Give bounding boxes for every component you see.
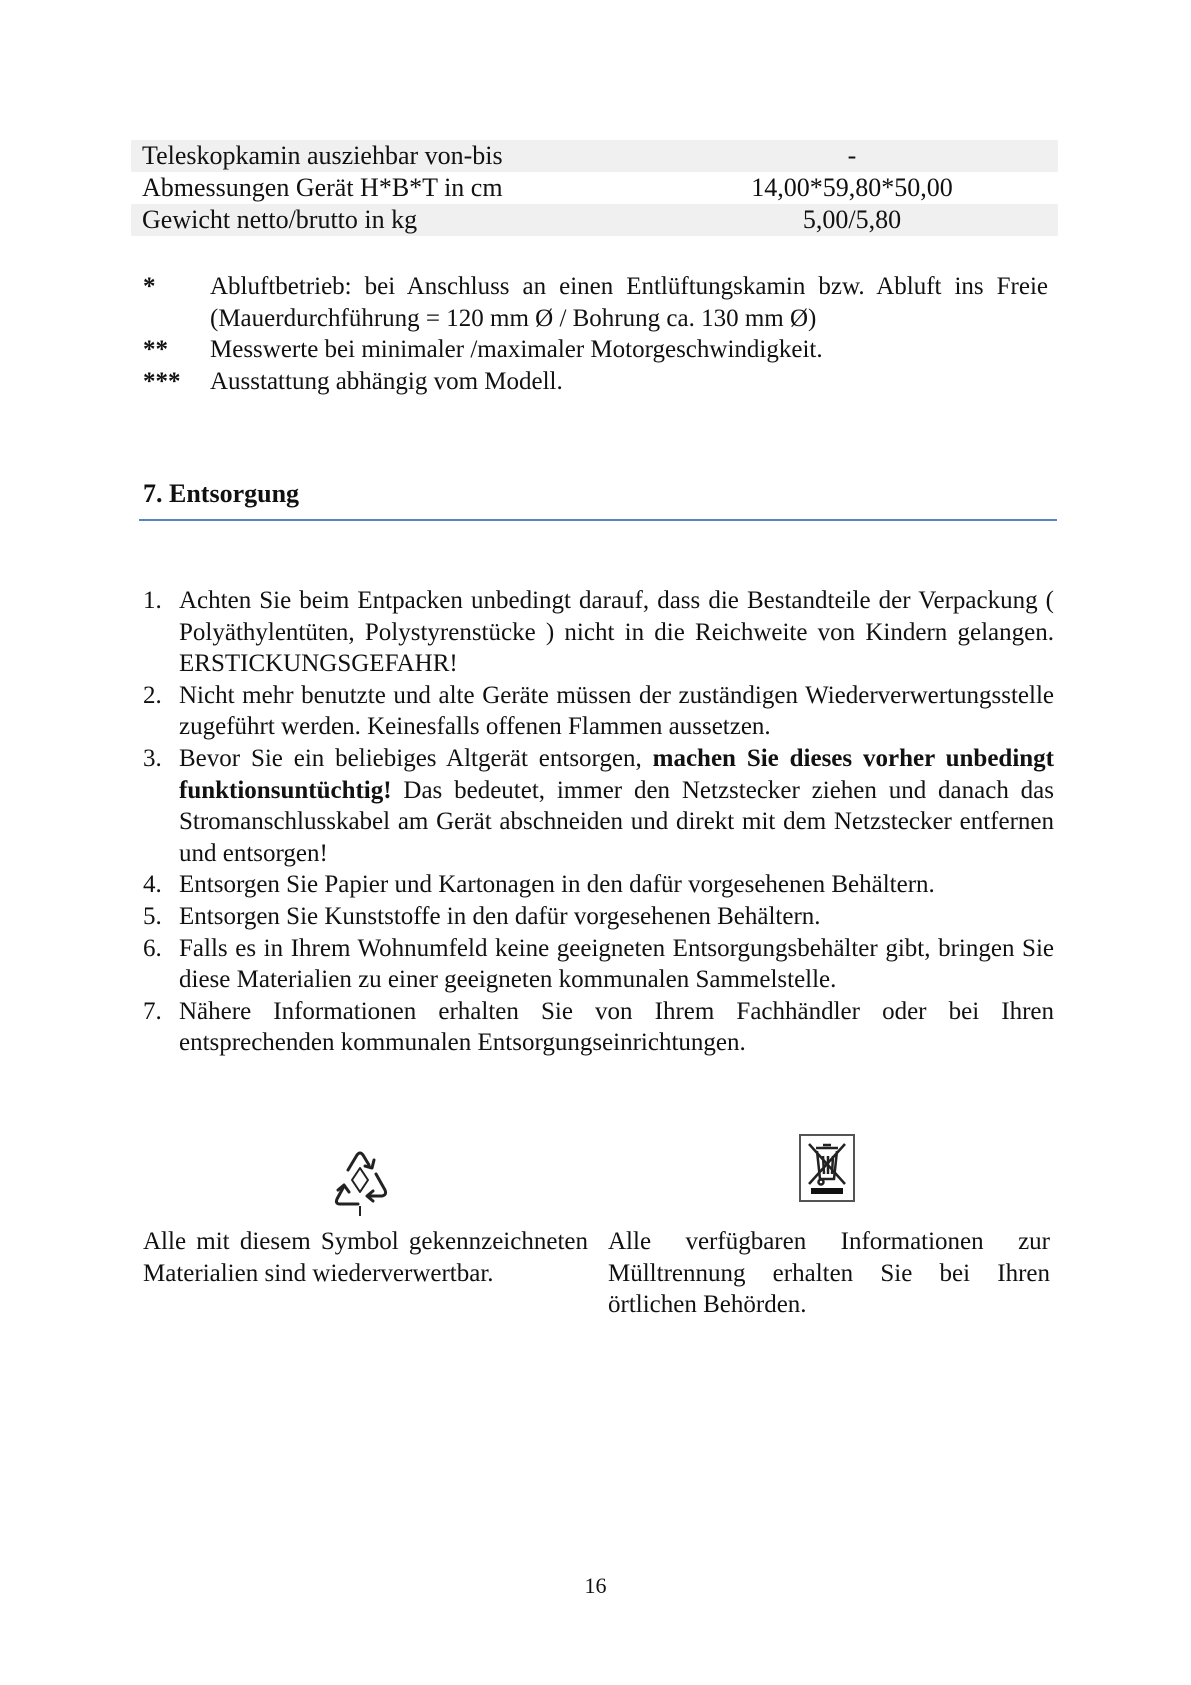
spec-value: 5,00/5,80 [646, 204, 1058, 236]
step-number: 2. [143, 681, 162, 709]
footnote-mark: ** [143, 336, 168, 363]
footnote-mark: *** [143, 367, 181, 395]
spec-label: Abmessungen Gerät H*B*T in cm [142, 173, 503, 202]
spec-value: - [646, 140, 1058, 172]
list-item [143, 933, 1054, 996]
list-item [143, 996, 1054, 1059]
footnote [143, 334, 1048, 366]
page-number: 16 [584, 1573, 607, 1598]
spec-label: Teleskopkamin ausziehbar von-bis [131, 140, 646, 172]
recycle-info-text: Alle mit diesem Symbol gekennzeichneten Materialien sind wiederverwertbar. [143, 1228, 588, 1287]
footnote-text: Ausstattung abhängig vom Modell. [210, 367, 563, 395]
spec-label: Gewicht netto/brutto in kg [131, 204, 646, 236]
step-number: 4. [143, 871, 162, 899]
step-number: 3. [143, 744, 162, 772]
list-item [143, 743, 1054, 869]
step-number: 6. [143, 934, 162, 962]
disposal-steps [143, 585, 1054, 1059]
step-text: Achten Sie beim Entpacken unbedingt darauf, dass die Bestandteile der Verpackung ( Polyäthylentüten, Polystyrenstücke ) nicht in die Reichweite von Kindern gelangen. ERSTICKUNGSGEFAHR! [179, 587, 1054, 678]
spec-table [131, 140, 1058, 236]
section-title: 7. Entsorgung [143, 479, 300, 508]
recycle-icon [324, 1146, 396, 1218]
step-text: Entsorgen Sie Papier und Kartonagen in den dafür vorgesehenen Behältern. [179, 871, 935, 899]
step-text: Nähere Informationen erhalten Sie von Ihrem Fachhändler oder bei Ihren entsprechenden kommunalen Entsorgungseinrichtungen. [179, 997, 1054, 1057]
footnotes [143, 271, 1048, 397]
list-item [143, 680, 1054, 743]
footnote-text: Messwerte bei minimaler /maximaler Motorgeschwindigkeit. [210, 336, 823, 363]
footnote-mark: * [143, 273, 156, 300]
step-text: Entsorgen Sie Kunststoffe in den dafür vorgesehenen Behältern. [179, 902, 821, 930]
step-text: Falls es in Ihrem Wohnumfeld keine geeigneten Entsorgungsbehälter gibt, bringen Sie diese Materialien zu einer geeigneten kommunalen Sammelstelle. [179, 934, 1054, 994]
spec-value: 14,00*59,80*50,00 [751, 173, 953, 202]
step-text-emphasis: machen Sie dieses vorher unbedingt funktionsuntüchtig! [179, 744, 1054, 804]
crossed-bin-icon [799, 1134, 855, 1202]
footnote-text: Abluftbetrieb: bei Anschluss an einen Entlüftungskamin bzw. Abluft ins Freie (Mauerdurchführung = 120 mm Ø / Bohrung ca. 130 mm Ø) [210, 273, 1048, 332]
step-text [179, 743, 1054, 869]
disposal-info-text: Alle verfügbaren Informationen zur Mülltrennung erhalten Sie bei Ihren örtlichen Behörden. [608, 1228, 1050, 1319]
spec-row [131, 172, 1058, 204]
step-text: Nicht mehr benutzte und alte Geräte müssen der zuständigen Wiederverwertungsstelle zugeführt werden. Keinesfalls offenen Flammen aussetzen. [179, 681, 1054, 741]
step-number: 7. [143, 997, 162, 1025]
spec-row [131, 204, 1058, 236]
list-item [143, 585, 1054, 680]
section-divider [139, 519, 1057, 521]
step-number: 1. [143, 587, 162, 614]
step-text-part: Das bedeutet, immer den Netzstecker ziehen und danach das Stromanschlusskabel am Gerät abschneiden und direkt mit dem Netzstecker entfernen und entsorgen! [179, 776, 1054, 867]
step-text-part: Bevor Sie ein beliebiges Altgerät entsorgen, [179, 744, 653, 772]
footnote [143, 271, 1048, 334]
footnote [143, 366, 1048, 398]
spec-row [131, 140, 1058, 172]
list-item [143, 869, 1054, 901]
step-number: 5. [143, 902, 162, 930]
list-item [143, 901, 1054, 933]
